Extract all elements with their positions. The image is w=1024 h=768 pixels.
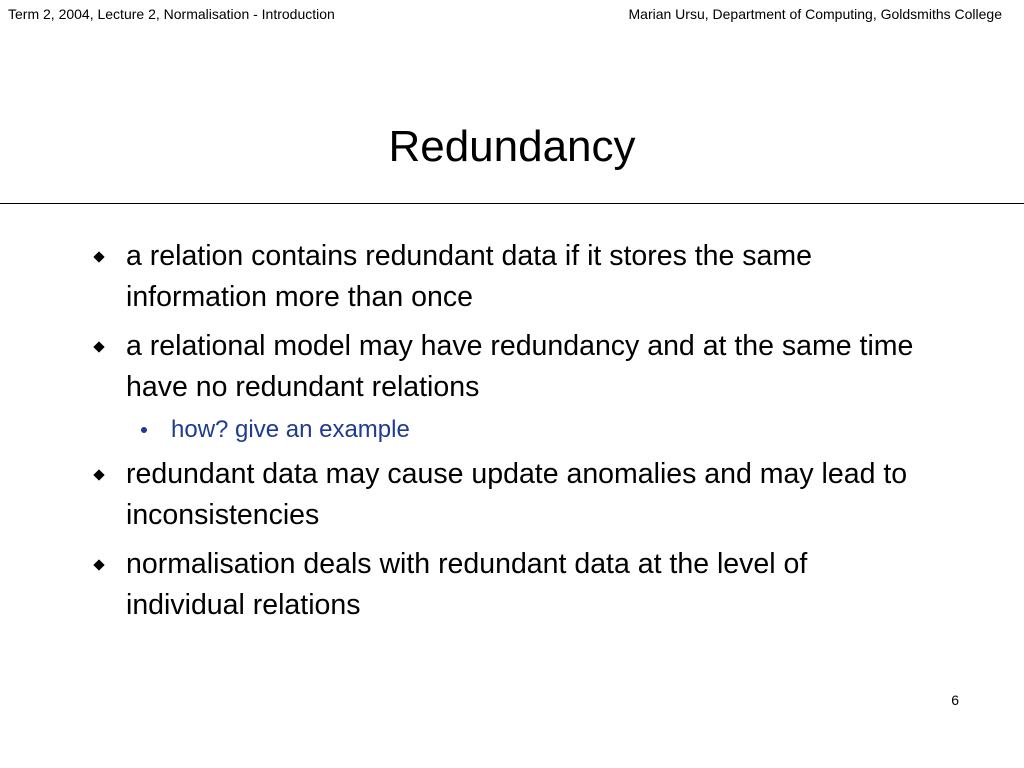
diamond-bullet-icon [93,559,104,570]
bullet-text: redundant data may cause update anomalies and may lead to inconsistencies [126,458,908,531]
bullet-item [90,544,920,626]
header-lecture-info: Term 2, 2004, Lecture 2, Normalisation - Introduction [8,6,335,22]
sub-bullet-item [90,414,920,446]
bullet-text: normalisation deals with redundant data at the level of individual relations [126,548,808,621]
diamond-bullet-icon [93,469,104,480]
page-number: 6 [951,692,959,708]
bullet-item [90,454,920,536]
bullet-list [90,236,920,634]
diamond-bullet-icon [93,251,104,262]
slide-title: Redundancy [388,122,636,171]
title-divider [0,203,1024,204]
dot-bullet-icon [141,427,147,433]
diamond-bullet-icon [93,341,104,352]
sub-bullet-text: how? give an example [171,416,410,443]
bullet-text: a relational model may have redundancy and at the same time have no redundant relations [126,330,914,403]
bullet-item [90,236,920,318]
header-author-info: Marian Ursu, Department of Computing, Goldsmiths College [628,6,1002,22]
bullet-text: a relation contains redundant data if it stores the same information more than once [126,240,812,313]
bullet-item [90,326,920,446]
